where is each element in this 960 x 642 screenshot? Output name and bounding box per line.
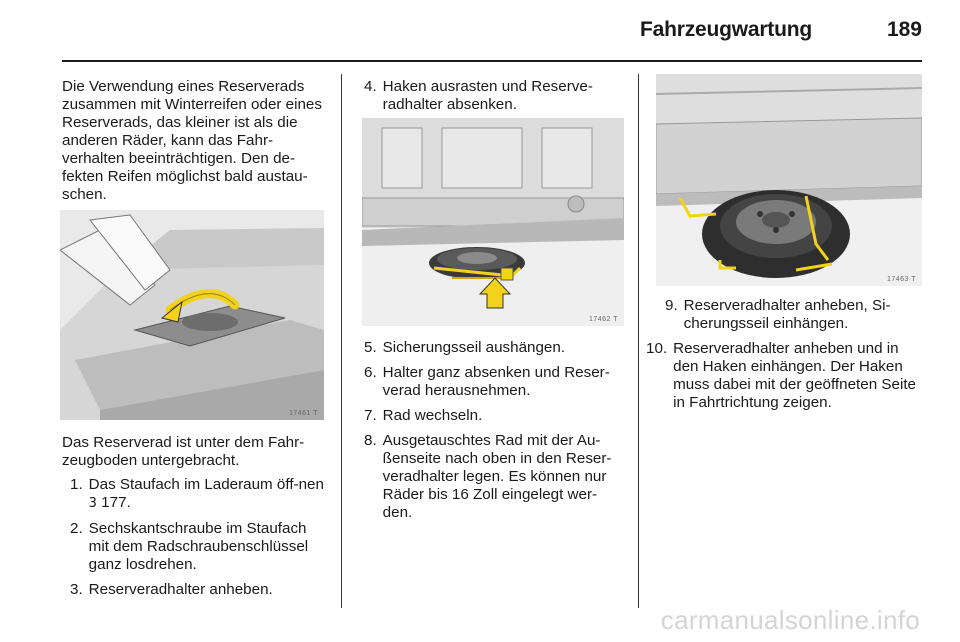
trunk-compartment-illustration [60,210,324,420]
figure-code: 17463 T [886,276,916,283]
step-text: Ausgetauschtes Rad mit der Au-ßenseite nach oben in den Reser-veradhalter legen. Es können nur Räder bis 16 Zoll eingelegt wer-den. [382,432,612,521]
column-1 [62,78,330,204]
figure-code: 17461 T [288,410,318,417]
step-text: Haken ausrasten und Reserve-radhalter absenken. [382,78,593,113]
step-number: 6. [364,364,377,381]
list-item [364,407,626,425]
list-item [364,78,626,114]
step-number: 8. [364,432,377,449]
step-number: 1. [70,476,83,493]
watermark: carmanualsonline.info [660,605,920,635]
step-text: Reserveradhalter anheben und in den Haken einhängen. Der Haken muss dabei mit der geöffneten Seite in Fahrtrichtung zeigen. [673,340,916,411]
page-number: 189 [886,18,922,41]
column-1-lower [62,434,330,606]
page-title: Fahrzeugwartung [639,18,812,41]
figure-code: 17462 T [588,316,618,323]
list-item [70,520,330,574]
step-text-part: Das Staufach im Laderaum öff-nen [88,476,324,493]
step-text [89,476,330,513]
step-list [364,339,626,522]
column-2 [364,78,626,121]
step-number: 3. [70,581,83,598]
list-item [646,340,922,412]
step-number: 4. [364,78,377,95]
step-number: 2. [70,520,83,537]
column-3-lower [646,297,922,419]
step-list [364,78,626,114]
step-number: 10. [646,340,668,357]
step-text: Sicherungsseil aushängen. [382,339,566,356]
step-text: Halter ganz absenken und Reser-verad herausnehmen. [382,364,610,399]
column-divider [341,74,342,608]
step-number: 9. [665,297,678,314]
step-text: Reserveradhalter anheben, Si-cherungsseil einhängen. [683,297,891,332]
step-list [70,476,330,599]
step-text: Reserveradhalter anheben. [88,581,273,598]
list-item [364,432,626,522]
step-text-part: 177. [96,494,131,511]
list-item [70,581,330,599]
header-rule [62,60,922,62]
figure-spare-wheel-holder [362,118,624,326]
list-item [364,364,626,400]
column-2-lower [364,339,626,529]
figure-trunk-compartment [60,210,324,420]
lead-paragraph: Das Reserverad ist unter dem Fahr-zeugboden untergebracht. [62,434,305,469]
list-item [656,297,922,333]
list-item [70,476,330,513]
step-number: 7. [364,407,377,424]
list-item [364,339,626,357]
spare-wheel-holder-illustration [362,118,624,326]
page-reference-arrow-icon: 3 [88,496,97,511]
step-text: Rad wechseln. [382,407,483,424]
spare-wheel-mounted-illustration [656,74,922,286]
step-list [646,297,922,412]
step-number: 5. [364,339,377,356]
intro-paragraph: Die Verwendung eines Reserverads zusammen mit Winterreifen oder eines Reserverads, das kleiner ist als die anderen Räder, kann das Fahr-verhalten beeinträchtigen. Den de-fekten Reifen möglichst bald austau-schen. [62,78,322,203]
step-text: Sechskantschraube im Staufach mit dem Radschraubenschlüssel ganz losdrehen. [88,520,309,573]
column-divider [638,74,639,608]
figure-spare-wheel-mounted [656,74,922,286]
